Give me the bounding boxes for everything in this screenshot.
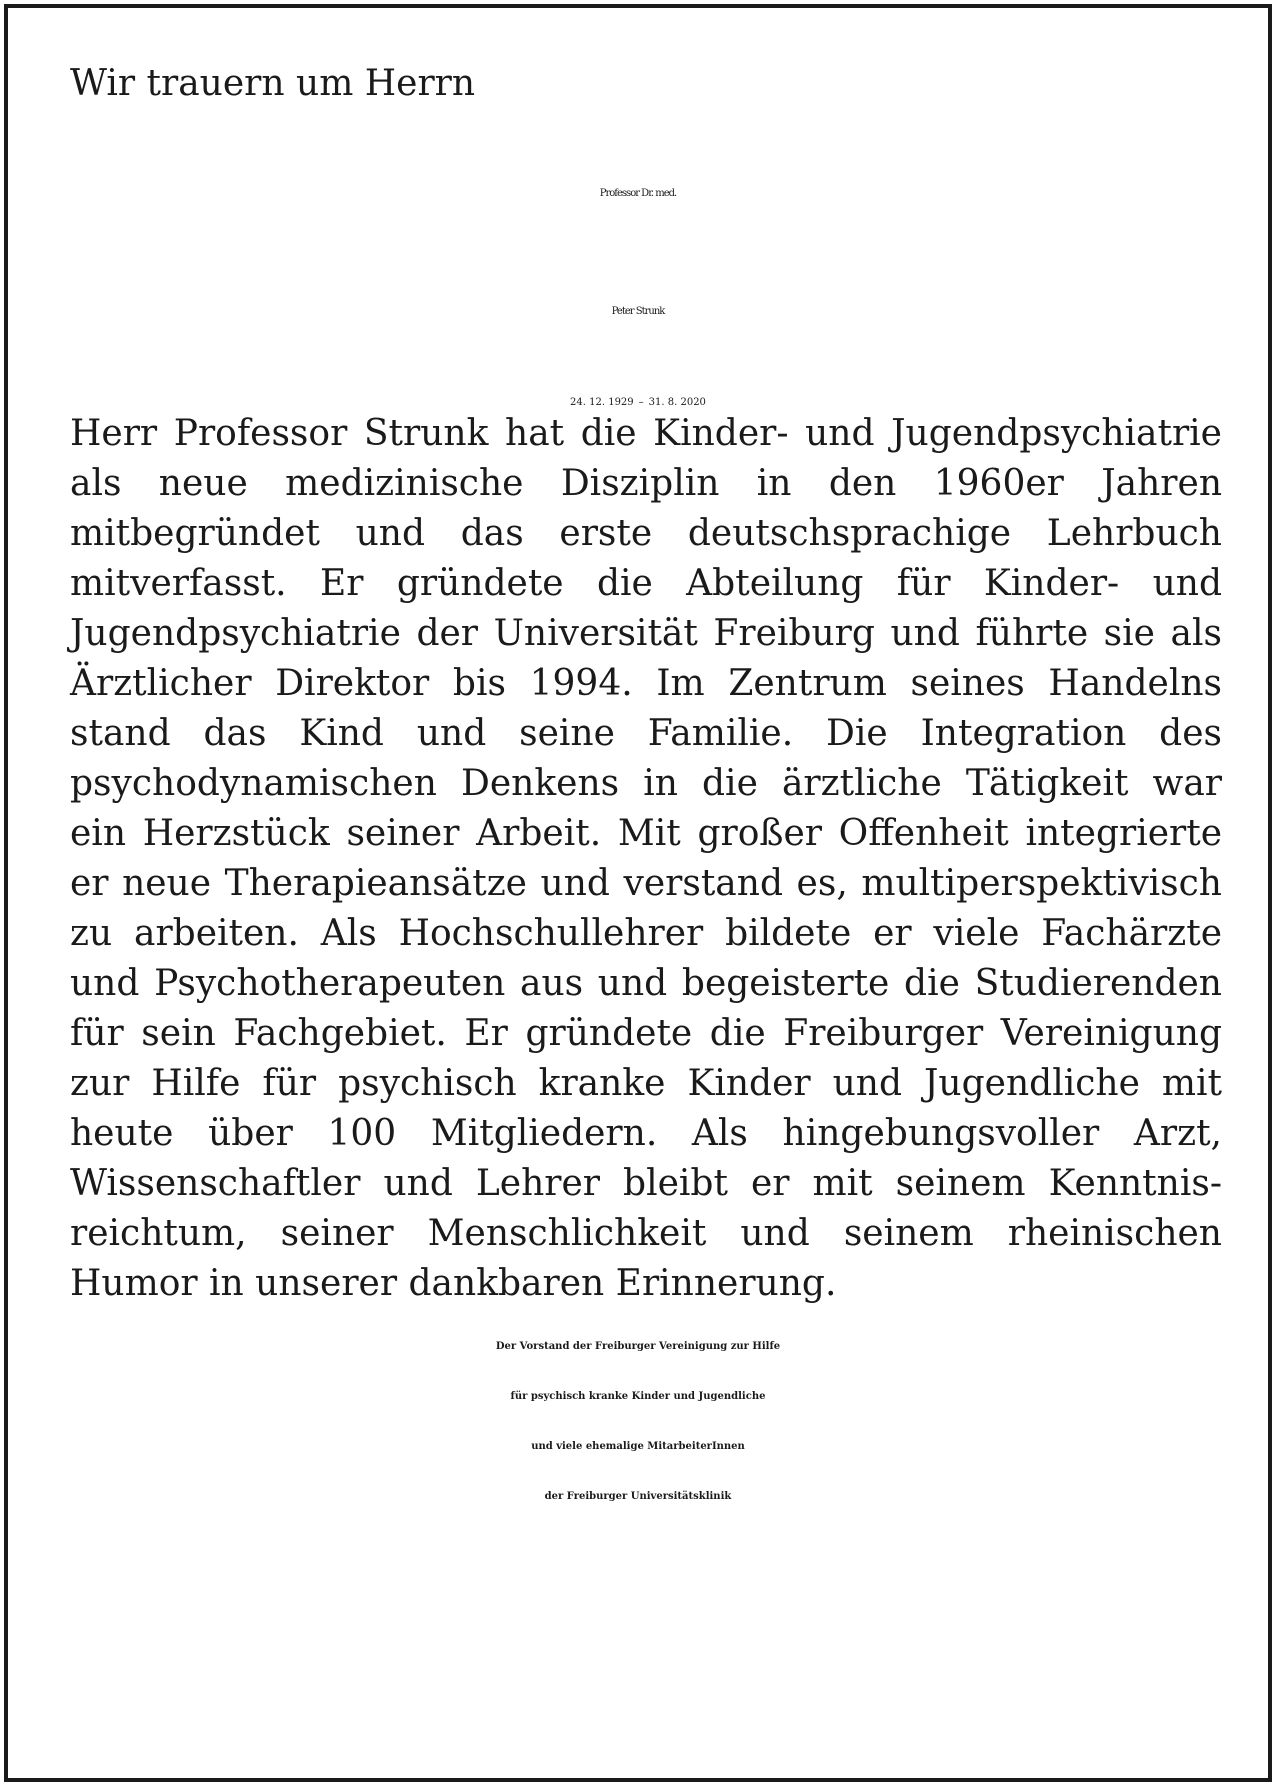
body-line: heute über 100 Mitgliedern. Als hingebungsvoller Arzt, — [70, 1113, 1222, 1154]
body-line: Herr Professor Strunk hat die Kinder- und Jugendpsychiatrie — [70, 413, 1222, 454]
body-line: für sein Fachgebiet. Er gründete die Freiburger Vereinigung — [70, 1013, 1222, 1054]
body-line: zur Hilfe für psychisch kranke Kinder und Jugendliche mit — [70, 1063, 1222, 1104]
body-line: und Psychotherapeuten aus und begeisterte die Studierenden — [70, 963, 1222, 1004]
body-line: als neue medizinische Disziplin in den 1960er Jahren — [70, 463, 1222, 504]
body-line: reichtum, seiner Menschlichkeit und seinem rheinischen — [70, 1213, 1222, 1254]
body-line: mitbegründet und das erste deutschsprachige Lehrbuch — [70, 513, 1222, 554]
body-line: zu arbeiten. Als Hochschullehrer bildete er viele Fachärzte — [70, 913, 1222, 954]
date-separator: – — [638, 397, 644, 408]
signature-line: und viele ehemalige MitarbeiterInnen — [531, 1441, 745, 1452]
deceased-name: Peter Strunk — [611, 306, 665, 317]
signature-line: für psychisch kranke Kinder und Jugendliche — [510, 1391, 766, 1402]
deceased-title: Professor Dr. med. — [599, 188, 677, 199]
body-line: er neue Therapieansätze und verstand es, multiperspektivisch — [70, 863, 1222, 904]
body-line: Ärztlicher Direktor bis 1994. Im Zentrum seines Handelns — [70, 663, 1222, 704]
death-date: 31. 8. 2020 — [648, 397, 706, 408]
body-line: stand das Kind und seine Familie. Die Integration des — [70, 713, 1222, 754]
body-line: Wissenschaftler und Lehrer bleibt er mit seinem Kenntnis- — [70, 1163, 1222, 1204]
body-line: ein Herzstück seiner Arbeit. Mit großer Offenheit integrierte — [70, 813, 1222, 854]
body-line: Jugendpsychiatrie der Universität Freiburg und führte sie als — [70, 613, 1222, 654]
body-line: Humor in unserer dankbaren Erinnerung. — [70, 1263, 837, 1304]
obituary-notice — [4, 4, 1272, 1782]
signature-line: der Freiburger Universitätsklinik — [544, 1491, 732, 1502]
body-line: psychodynamischen Denkens in die ärztliche Tätigkeit war — [70, 763, 1222, 804]
body-line: mitverfasst. Er gründete die Abteilung für Kinder- und — [70, 563, 1222, 604]
intro-line: Wir trauern um Herrn — [70, 63, 476, 104]
birth-date: 24. 12. 1929 — [570, 397, 634, 408]
signature-line: Der Vorstand der Freiburger Vereinigung zur Hilfe — [495, 1341, 781, 1352]
